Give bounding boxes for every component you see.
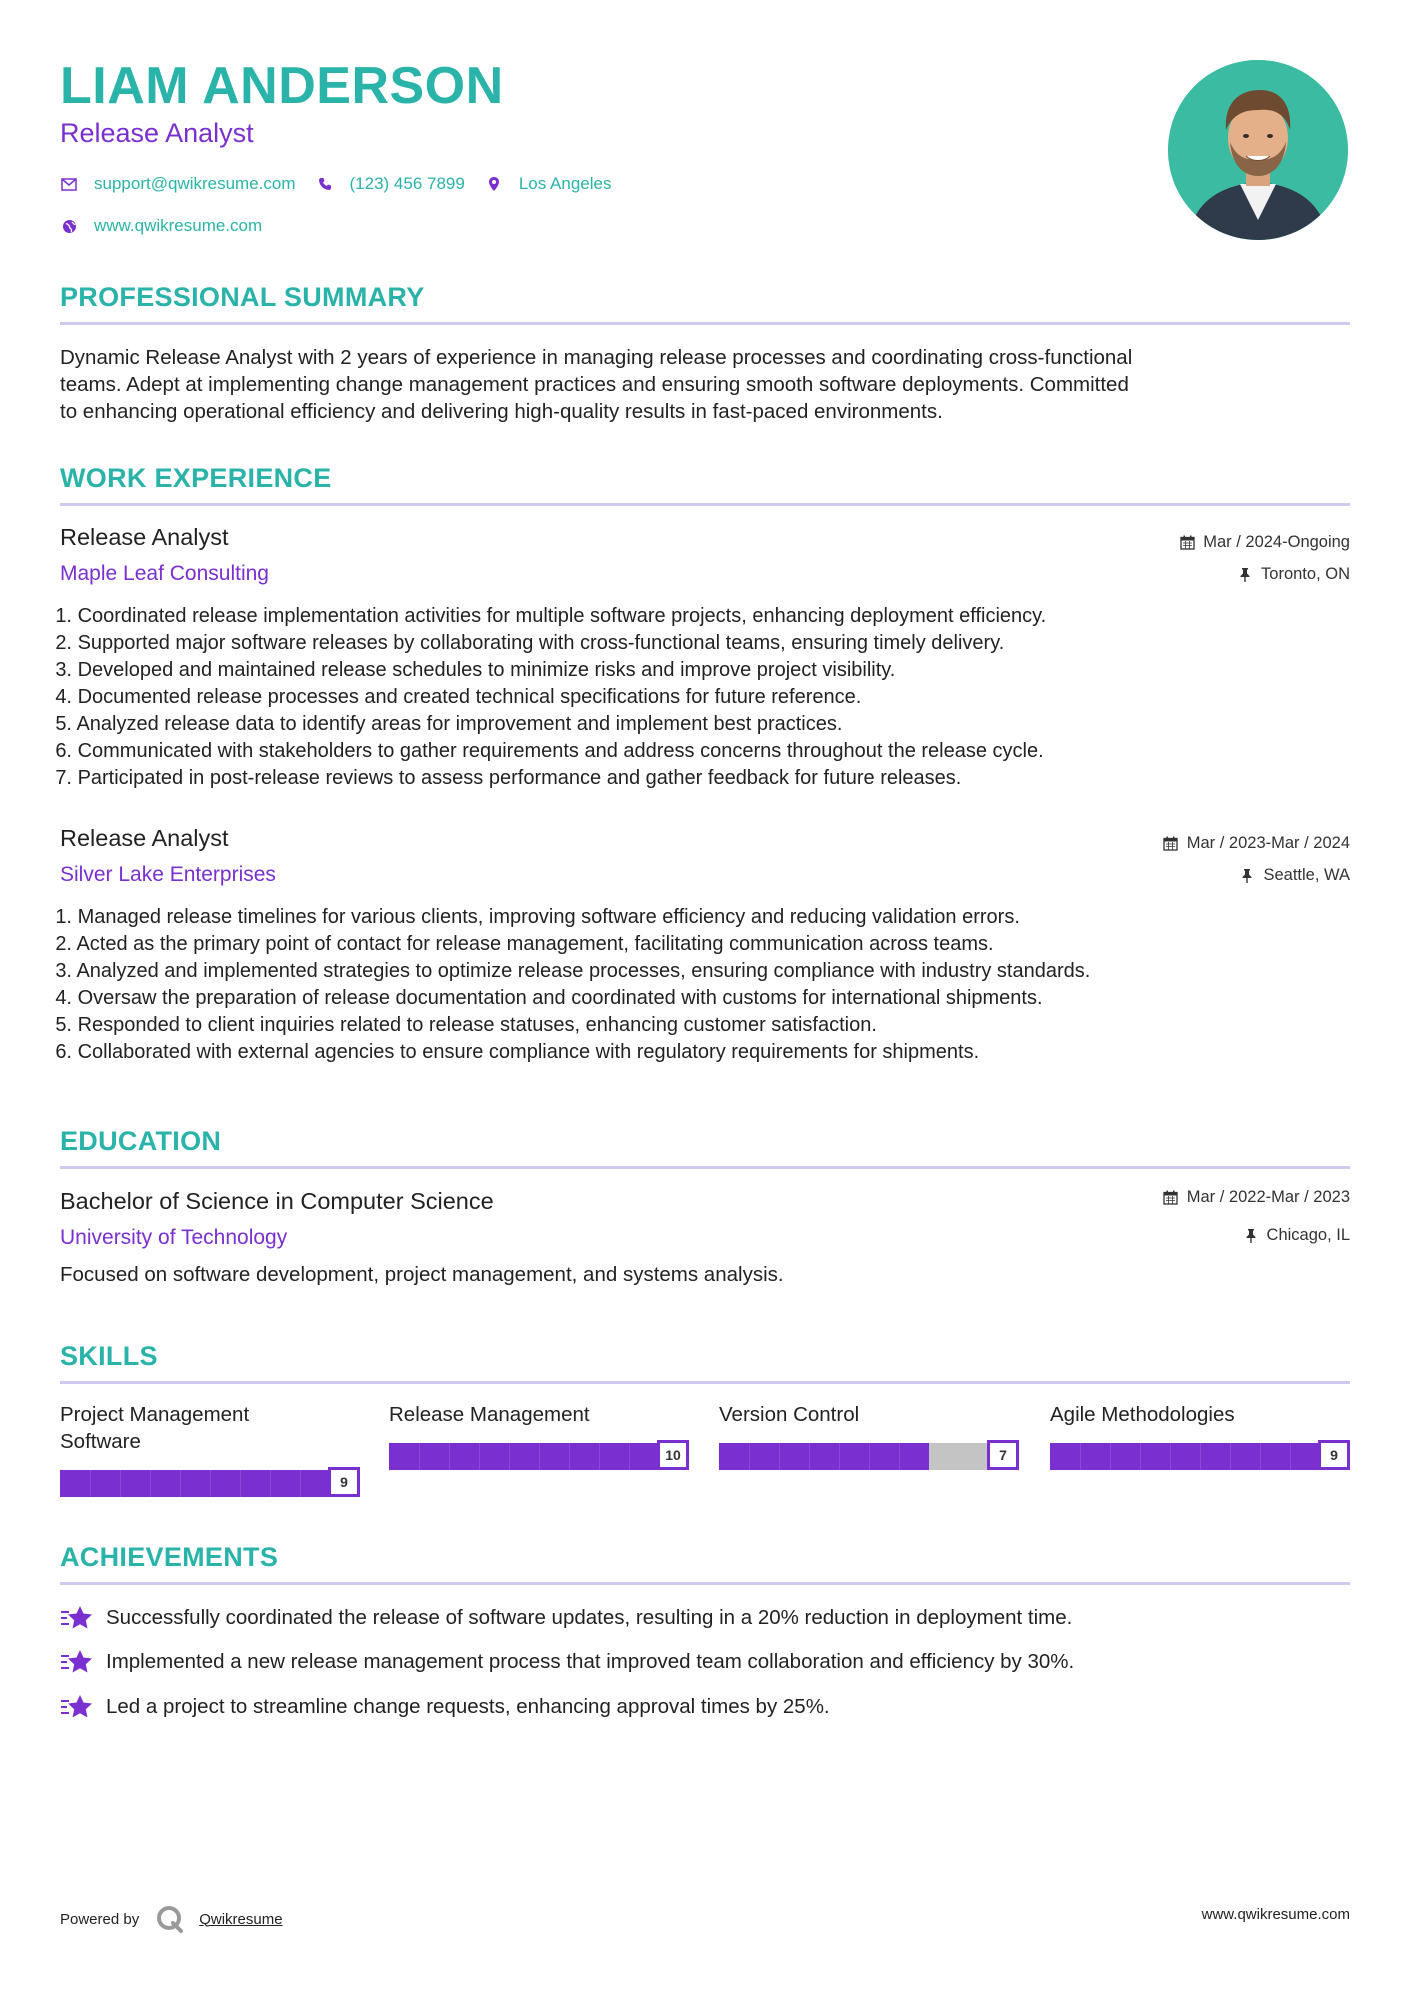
email-link[interactable]: support@qwikresume.com [94,174,296,193]
powered-by-label: Powered by [60,1910,140,1928]
skill-bar-segment [180,1470,181,1497]
list-item: 6. Communicated with stakeholders to gather requirements and address concerns throughout the release cycle. [55,740,1044,762]
list-item: 4. Oversaw the preparation of release documentation and coordinated with customs for international shipments. [55,987,1043,1009]
star-icon [60,1647,96,1677]
skill-bar-segment [869,1443,870,1470]
section-divider [60,503,1350,506]
job-location-text: Seattle, WA [1263,866,1350,884]
skill-bar-segment [1170,1443,1171,1470]
job-dates-text: Mar / 2023-Mar / 2024 [1186,834,1350,852]
skill-level-bar [389,1440,689,1470]
skill-bar-segment [509,1443,510,1470]
skill-level-badge: 9 [1318,1440,1350,1470]
section-divider [60,1166,1350,1169]
skill-bar-segment [1200,1443,1201,1470]
list-item: 1. Managed release timelines for various clients, improving software efficiency and reducing validation errors. [55,906,1020,928]
skill-name: Project Management Software [60,1403,250,1453]
skill-item [1050,1401,1350,1463]
list-item: 5. Responded to client inquiries related to release statuses, enhancing customer satisfaction. [55,1014,877,1036]
skill-bar-segment [150,1470,151,1497]
list-item: 3. Analyzed and implemented strategies to optimize release processes, ensuring compliance with industry standards. [55,960,1091,982]
education-location-text: Chicago, IL [1266,1226,1350,1244]
candidate-title: Release Analyst [60,118,254,148]
section-title-experience: WORK EXPERIENCE [60,463,332,493]
job-company: Silver Lake Enterprises [60,863,276,886]
job-location [1237,565,1350,584]
skill-name: Release Management [389,1403,590,1426]
skill-bar-segment [569,1443,570,1470]
skill-bar-fill [719,1443,929,1470]
skill-bar-fill [1050,1443,1320,1470]
section-title-summary: PROFESSIONAL SUMMARY [60,282,425,312]
achievement-item: Led a project to streamline change requests, enhancing approval times by 25%. [60,1692,830,1722]
contact-row-website [60,216,282,236]
calendar-icon [1163,836,1179,852]
skill-bar-segment [1260,1443,1261,1470]
skill-bar-segment [419,1443,420,1470]
summary-text [60,344,1350,425]
skill-bar-segment [629,1443,630,1470]
section-divider [60,322,1350,325]
skill-level-bar [1050,1440,1350,1470]
summary-line: to enhancing operational efficiency and delivering high-quality results in fast-paced environments. [60,400,943,423]
qwikresume-logo-icon [155,1904,185,1934]
website-link[interactable]: www.qwikresume.com [94,216,263,235]
list-item: 4. Documented release processes and created technical specifications for future reference. [55,686,862,708]
skill-level-badge: 9 [328,1467,360,1497]
list-item: 6. Collaborated with external agencies to ensure compliance with regulatory requirements for shipments. [55,1041,980,1063]
job-dates [1179,533,1350,552]
degree-title: Bachelor of Science in Computer Science [60,1188,494,1214]
footer-powered-by [60,1904,283,1934]
job-bullet-list [55,603,1350,792]
qwikresume-link[interactable]: Qwikresume [199,1910,283,1928]
section-divider [60,1582,1350,1585]
star-icon [60,1692,96,1722]
contact-row [60,174,631,194]
pushpin-icon [1243,1228,1259,1244]
achievement-item: Implemented a new release management process that improved team collaboration and efficiency by 30%. [60,1647,1074,1677]
education-dates [1163,1188,1350,1207]
skill-item [60,1401,360,1490]
job-title: Release Analyst [60,825,229,851]
job-dates [1163,834,1350,853]
job-location [1239,866,1350,885]
skill-bar-fill [60,1470,330,1497]
phone-number[interactable]: (123) 456 7899 [349,174,465,193]
skill-bar-segment [240,1470,241,1497]
skill-bar-segment [1290,1443,1291,1470]
job-title: Release Analyst [60,524,229,550]
skill-bar-segment [479,1443,480,1470]
skill-bar-segment [779,1443,780,1470]
skill-bar-segment [1140,1443,1141,1470]
map-pin-icon [485,175,503,193]
skill-bar-segment [449,1443,450,1470]
skill-name: Version Control [719,1403,860,1426]
skill-name: Agile Methodologies [1050,1403,1235,1426]
section-title-education: EDUCATION [60,1126,222,1156]
section-title-achievements: ACHIEVEMENTS [60,1542,279,1572]
calendar-icon [1179,535,1195,551]
skill-bar-segment [1080,1443,1081,1470]
job-company: Maple Leaf Consulting [60,562,269,585]
education-description: Focused on software development, project management, and systems analysis. [60,1263,784,1286]
skill-bar-segment [899,1443,900,1470]
skill-bar-segment [210,1470,211,1497]
skill-bar-segment [809,1443,810,1470]
skill-level-bar [60,1467,360,1497]
job-location-text: Toronto, ON [1261,565,1350,583]
school-name: University of Technology [60,1226,288,1249]
envelope-icon [60,175,78,193]
job-dates-text: Mar / 2024-Ongoing [1203,533,1350,551]
footer-website-link[interactable]: www.qwikresume.com [1201,1906,1350,1923]
list-item: 2. Acted as the primary point of contact for release management, facilitating communication across teams. [55,933,994,955]
list-item: 7. Participated in post-release reviews to assess performance and gather feedback for future releases. [55,767,962,789]
profile-photo [1168,60,1348,240]
calendar-icon [1163,1190,1179,1206]
skill-level-badge: 10 [657,1440,689,1470]
skill-level-badge: 7 [987,1440,1019,1470]
section-divider [60,1381,1350,1384]
list-item: 3. Developed and maintained release schedules to minimize risks and improve project visibility. [55,659,896,681]
list-item: 1. Coordinated release implementation activities for multiple software projects, enhancing deployment efficiency. [55,605,1047,627]
list-item: 5. Analyzed release data to identify areas for improvement and implement best practices. [55,713,843,735]
globe-icon [60,217,78,235]
pushpin-icon [1237,567,1253,583]
candidate-name: LIAM ANDERSON [60,57,504,115]
skill-bar-segment [300,1470,301,1497]
education-location [1243,1226,1350,1245]
skill-bar-segment [90,1470,91,1497]
skill-item [719,1401,1019,1463]
skill-bar-segment [1230,1443,1231,1470]
skill-level-bar [719,1440,1019,1470]
skill-bar-segment [120,1470,121,1497]
skill-bar-fill [389,1443,689,1470]
skill-bar-segment [749,1443,750,1470]
job-bullet-list [55,904,1350,1066]
pushpin-icon [1239,868,1255,884]
location-text: Los Angeles [518,174,612,193]
summary-line: Dynamic Release Analyst with 2 years of experience in managing release processes and coordinating cross-functional [60,346,1133,369]
phone-icon [316,175,334,193]
achievement-item: Successfully coordinated the release of software updates, resulting in a 20% reduction in deployment time. [60,1603,1072,1633]
resume-page [55,0,1350,1990]
section-title-skills: SKILLS [60,1341,158,1371]
list-item: 2. Supported major software releases by collaborating with cross-functional teams, ensuring timely delivery. [55,632,1005,654]
star-icon [60,1603,96,1633]
skill-bar-segment [839,1443,840,1470]
skill-bar-segment [1110,1443,1111,1470]
education-dates-text: Mar / 2022-Mar / 2023 [1186,1188,1350,1206]
skill-bar-segment [270,1470,271,1497]
skill-bar-segment [599,1443,600,1470]
skill-item [389,1401,689,1463]
skill-bar-segment [539,1443,540,1470]
summary-line: teams. Adept at implementing change management practices and ensuring smooth software deployments. Committed [60,373,1129,396]
